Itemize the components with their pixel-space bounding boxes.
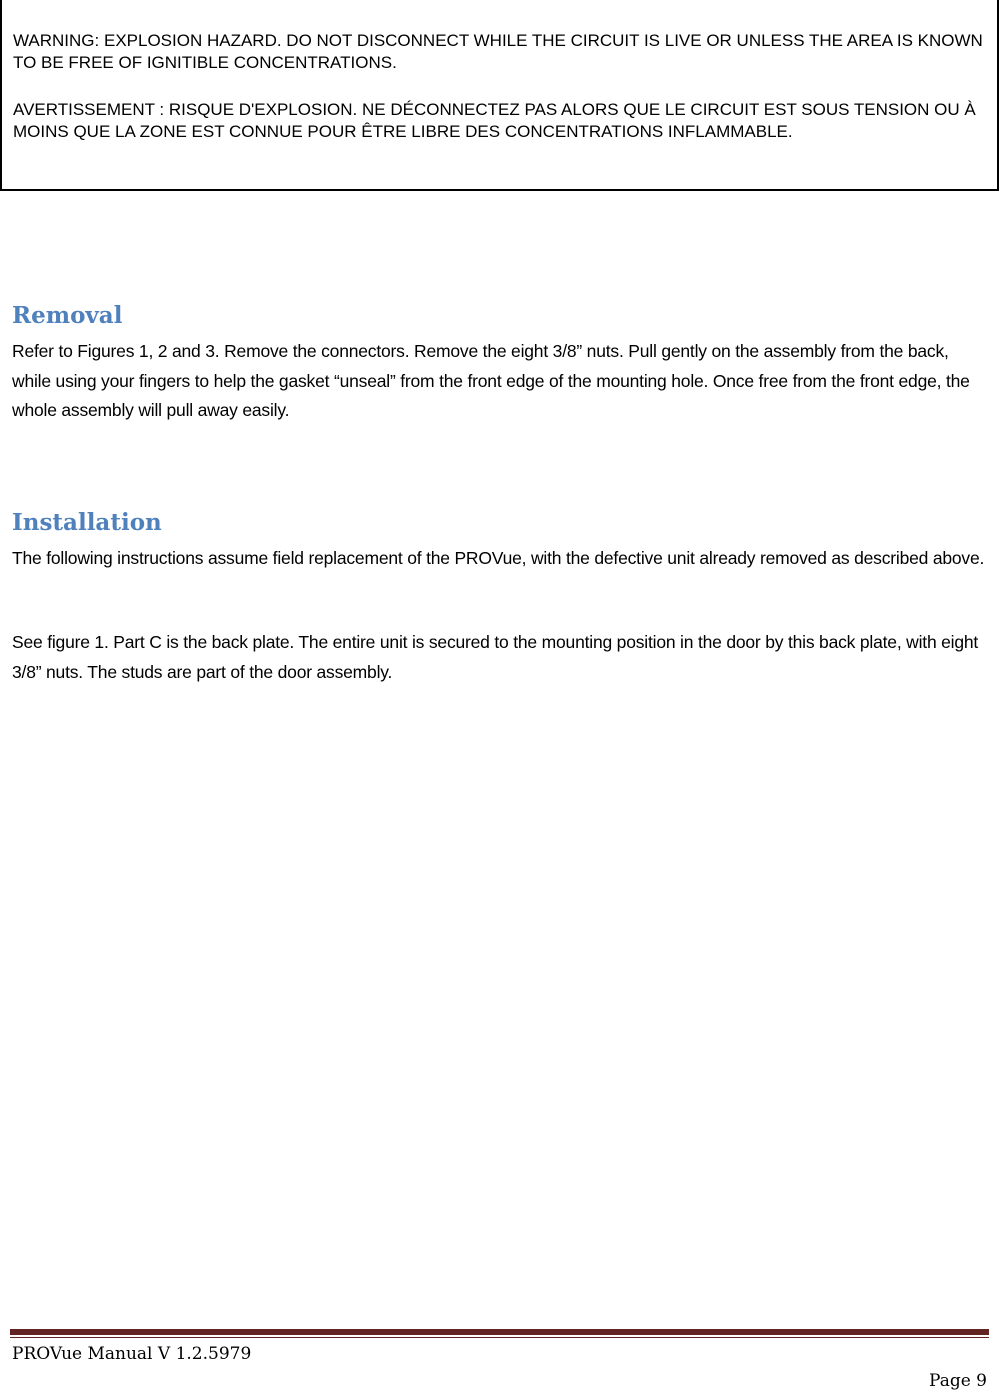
warning-box: [0, 0, 999, 191]
installation-heading: Installation: [12, 509, 162, 536]
footer-manual-title: PROVue Manual V 1.2.5979: [12, 1344, 252, 1364]
footer-rule: [10, 1329, 989, 1335]
warning-english: WARNING: EXPLOSION HAZARD. DO NOT DISCONNECT WHILE THE CIRCUIT IS LIVE OR UNLESS THE AREA IS KNOWN TO BE FREE OF IGNITIBLE CONCENTRATIONS.: [13, 31, 983, 72]
removal-paragraph: Refer to Figures 1, 2 and 3. Remove the connectors. Remove the eight 3/8” nuts. Pull gently on the assembly from the back, while using your fingers to help the gasket “unseal” from the front edge of the mounting hole. Once free from the front edge, the whole assembly will pull away easily.: [12, 341, 970, 420]
removal-heading: Removal: [12, 302, 123, 329]
footer-page-number: Page 9: [929, 1371, 987, 1391]
warning-french: AVERTISSEMENT : RISQUE D'EXPLOSION. NE DÉCONNECTEZ PAS ALORS QUE LE CIRCUIT EST SOUS TENSION OU À MOINS QUE LA ZONE EST CONNUE POUR ÊTRE LIBRE DES CONCENTRATIONS INFLAMMABLE.: [13, 100, 976, 141]
installation-paragraph-2: See figure 1. Part C is the back plate. The entire unit is secured to the mounting position in the door by this back plate, with eight 3/8” nuts. The studs are part of the door assembly.: [12, 632, 979, 682]
installation-paragraph-1: The following instructions assume field replacement of the PROVue, with the defective unit already removed as described above.: [12, 548, 985, 568]
footer-rule-thin: [10, 1337, 989, 1338]
